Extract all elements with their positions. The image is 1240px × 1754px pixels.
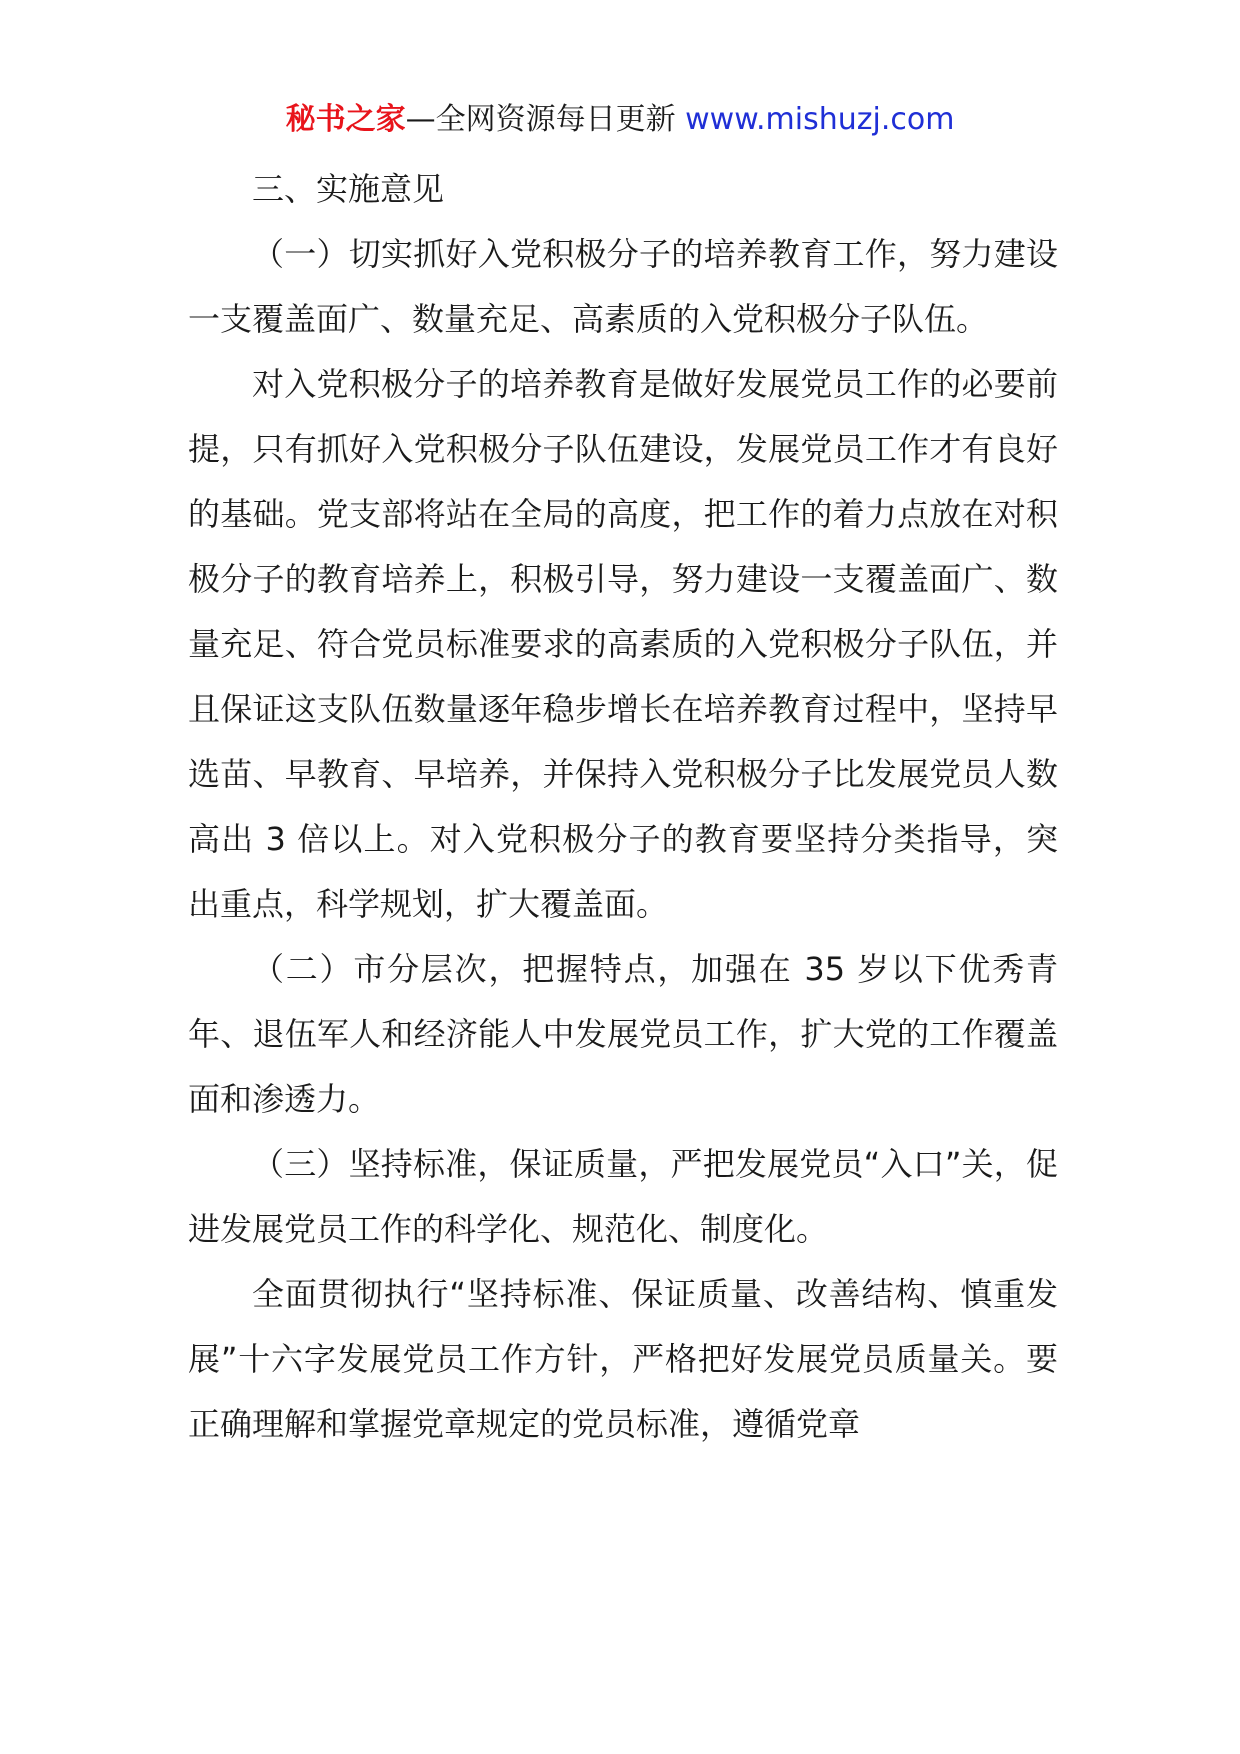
section-heading: 三、实施意见 — [252, 170, 445, 208]
header-tagline: —全网资源每日更新 — [405, 102, 676, 137]
brand-name: 秘书之家 — [285, 102, 406, 137]
paragraph: （二）市分层次，把握特点，加强在 35 岁以下优秀青年、退伍军人和经济能人中发展党员工作，扩大党的工作覆盖面和渗透力。 — [188, 950, 1058, 1118]
site-url-link[interactable]: www.mishuzj.com — [685, 102, 955, 137]
paragraph: （一）切实抓好入党积极分子的培养教育工作，努力建设一支覆盖面广、数量充足、高素质的入党积极分子队伍。 — [188, 235, 1058, 338]
document-body — [188, 157, 1058, 1457]
paragraph: 对入党积极分子的培养教育是做好发展党员工作的必要前提，只有抓好入党积极分子队伍建设，发展党员工作才有良好的基础。党支部将站在全局的高度，把工作的着力点放在对积极分子的教育培养上，积极引导，努力建设一支覆盖面广、数量充足、符合党员标准要求的高素质的入党积极分子队伍，并且保证这支队伍数量逐年稳步增长在培养教育过程中，坚持早选苗、早教育、早培养，并保持入党积极分子比发展党员人数高出 3 倍以上。对入党积极分子的教育要坚持分类指导，突出重点，科学规划，扩大覆盖面。 — [188, 365, 1058, 923]
paragraph: （三）坚持标准，保证质量，严把发展党员“入口”关，促进发展党员工作的科学化、规范化、制度化。 — [188, 1145, 1058, 1248]
page-header — [0, 100, 1240, 140]
paragraph: 全面贯彻执行“坚持标准、保证质量、改善结构、慎重发展”十六字发展党员工作方针，严格把好发展党员质量关。要正确理解和掌握党章规定的党员标准，遵循党章 — [188, 1275, 1058, 1443]
